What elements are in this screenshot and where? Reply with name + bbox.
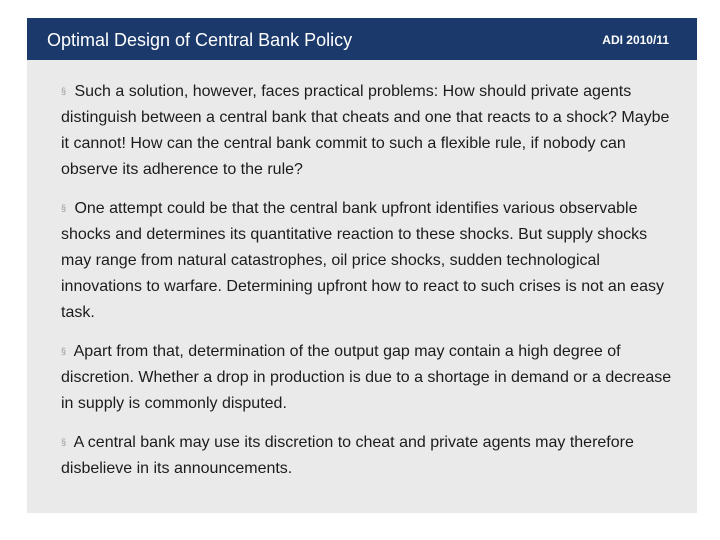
bullet-text-2: One attempt could be that the central bank upfront identifies various observable shocks and determines its quantitative reaction to these shocks. But supply shocks may range from natural catastrophes, oil price shocks, sudden technological innovations to warfare. Determining upfront how to react to such crises is not an easy task. — [61, 200, 664, 321]
bullet-text-1: Such a solution, however, faces practical problems: How should private agents distinguish between a central bank that cheats and one that reacts to a shock? Maybe it cannot! How can the central bank commit to such a flexible rule, if nobody can observe its adherence to the rule? — [61, 83, 670, 178]
bullet-marker-icon: § — [61, 203, 67, 213]
bullet-point-2 — [61, 195, 673, 326]
bullet-point-3 — [61, 338, 673, 417]
bullet-point-4 — [61, 429, 673, 482]
bullet-text-3: Apart from that, determination of the output gap may contain a high degree of discretion. Whether a drop in production is due to a shortage in demand or a decrease in supply is commonly disputed. — [61, 343, 672, 412]
bullet-list — [61, 78, 673, 482]
bullet-marker-icon: § — [61, 346, 67, 356]
bullet-text-4: A central bank may use its discretion to cheat and private agents may therefore disbelieve in its announcements. — [61, 434, 634, 477]
slide-header-bar — [27, 18, 697, 60]
bullet-marker-icon: § — [61, 86, 67, 96]
course-code-label: ADI 2010/11 — [602, 33, 669, 47]
slide-title: Optimal Design of Central Bank Policy — [47, 30, 353, 50]
bullet-marker-icon: § — [61, 437, 67, 447]
slide-content-panel — [27, 60, 697, 513]
bullet-point-1 — [61, 78, 673, 183]
